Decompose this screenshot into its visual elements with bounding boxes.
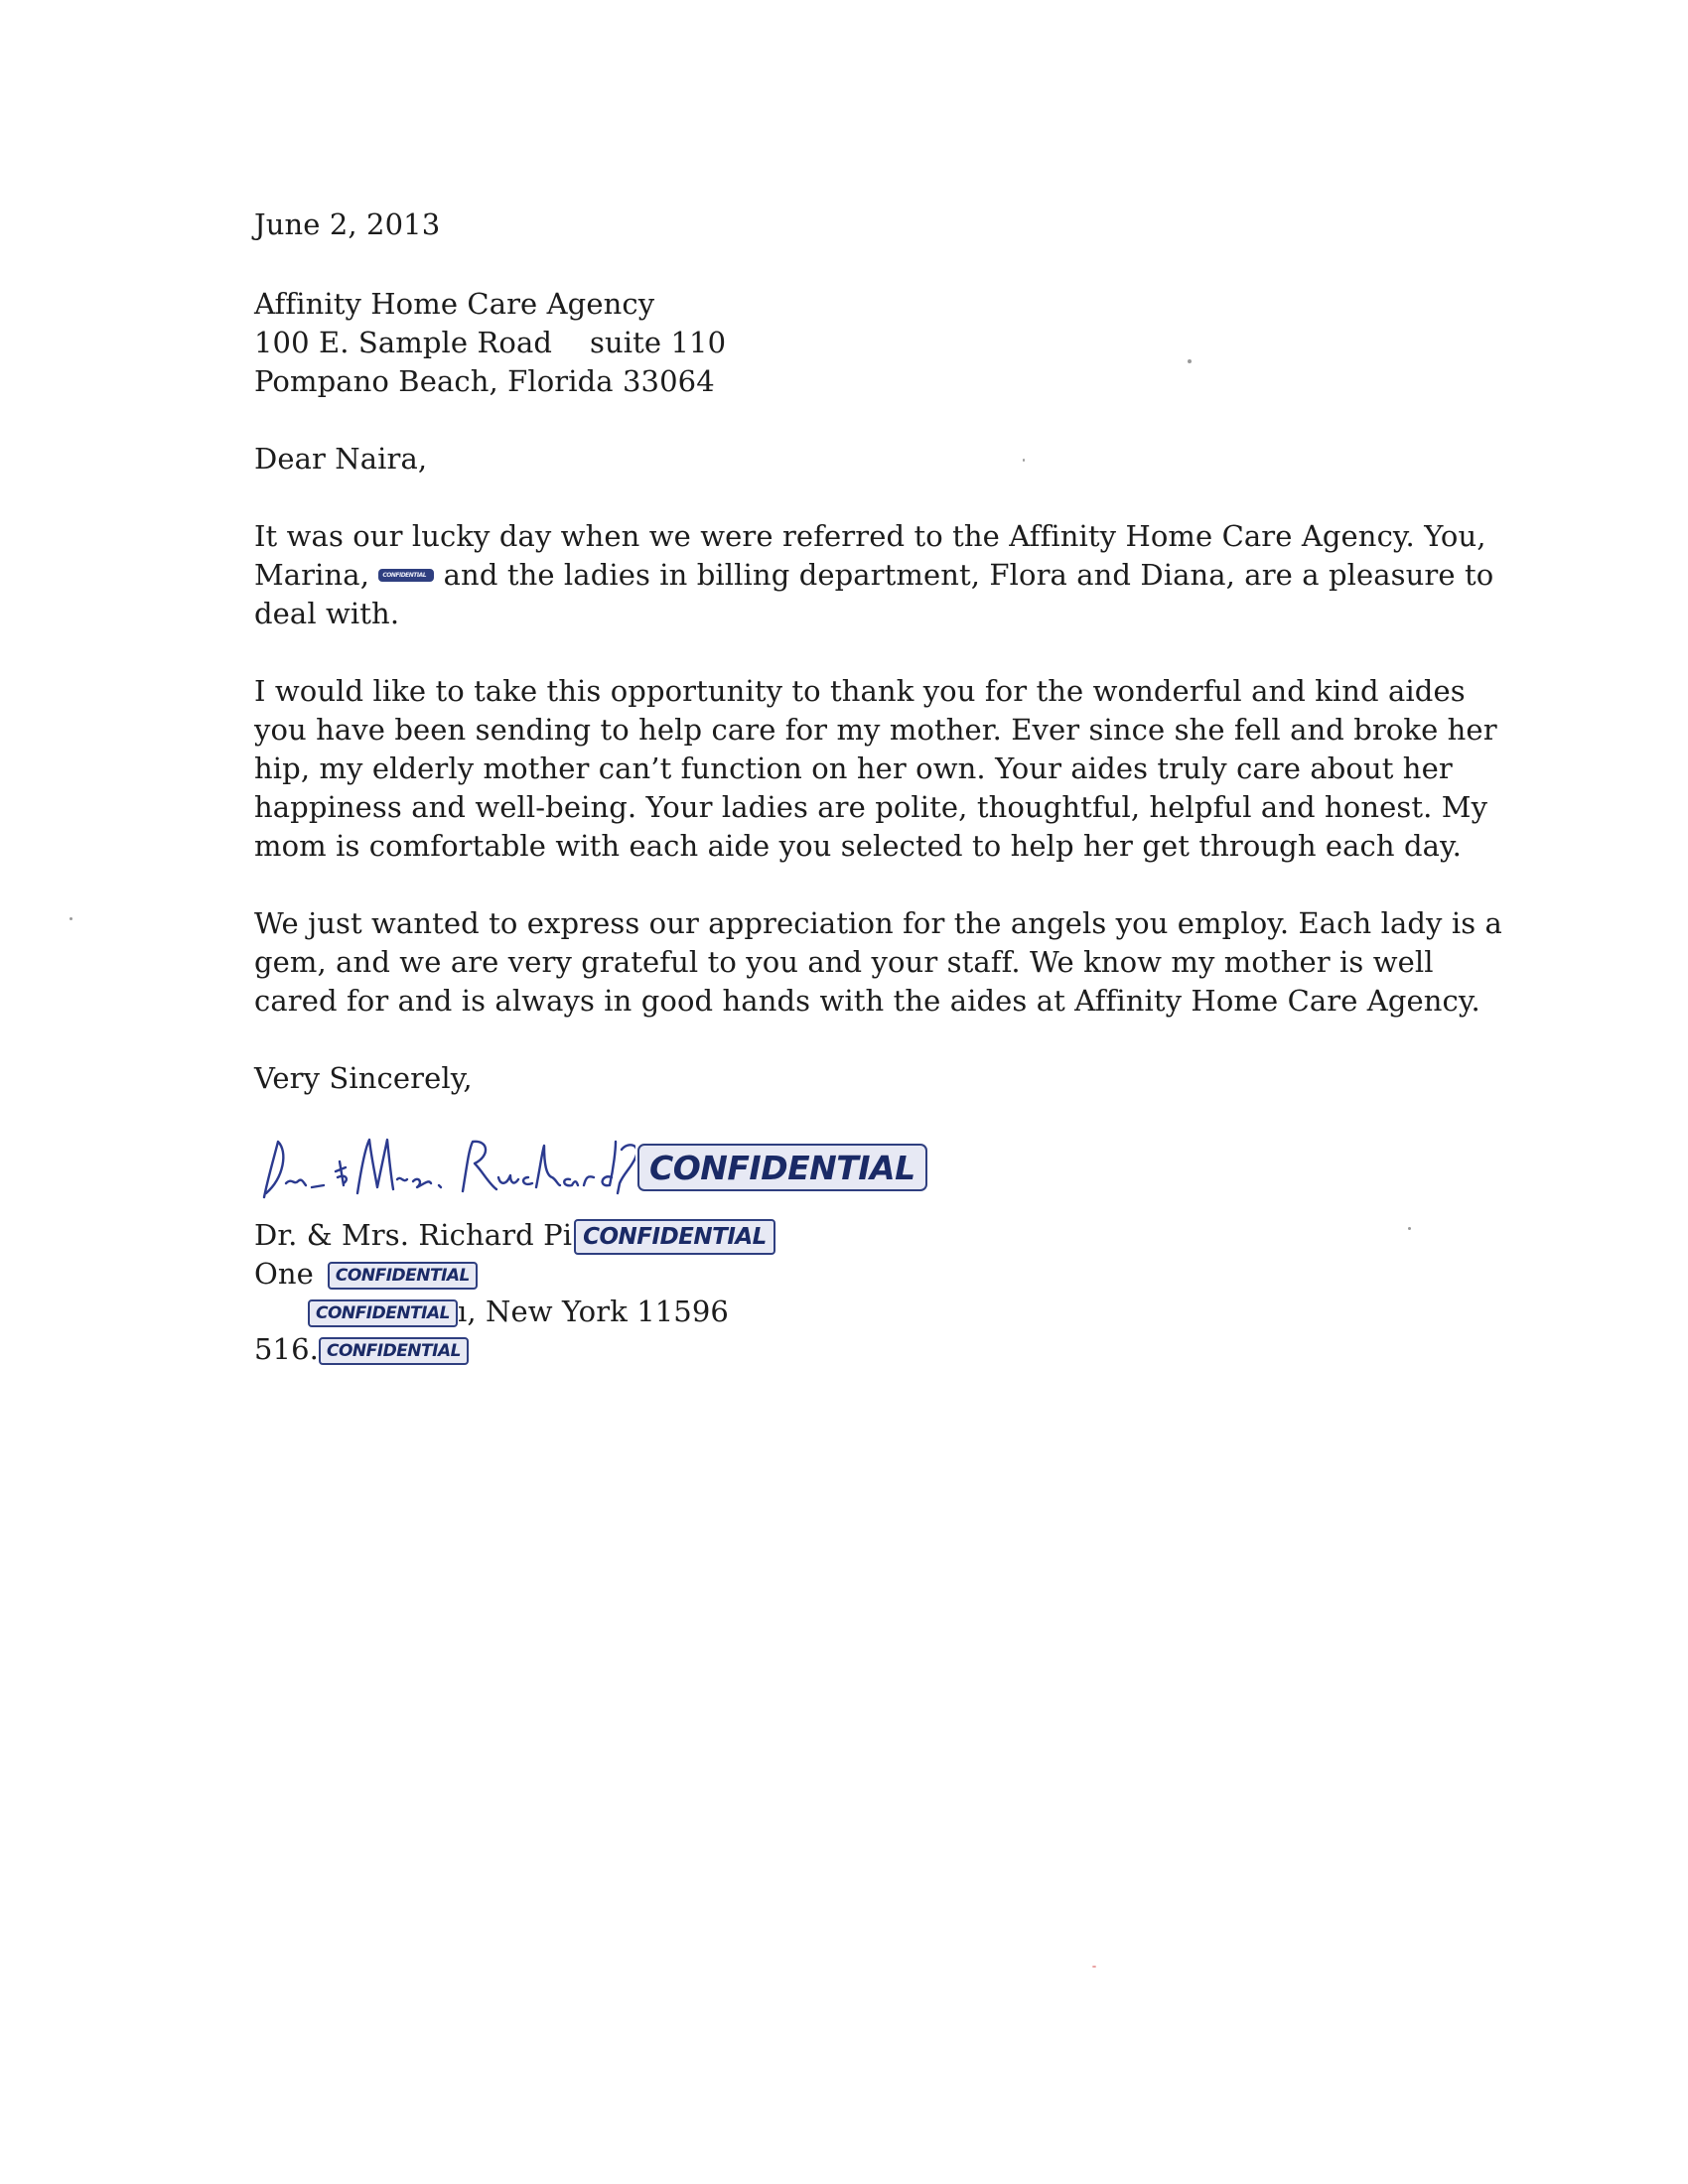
- signer-phone-line: 516. CONFIDENTIAL: [254, 1330, 469, 1369]
- paragraph-1-line-3: deal with.: [254, 597, 400, 630]
- scan-speck: [1408, 1227, 1411, 1230]
- signer-address-line-1: One CONFIDENTIAL: [254, 1255, 478, 1294]
- paragraph-3-line-2: gem, and we are very grateful to you and your staff. We know my mother is well: [254, 945, 1434, 979]
- paragraph-2: [254, 672, 1497, 866]
- redaction-stamp: CONFIDENTIAL: [574, 1219, 775, 1255]
- redaction-stamp: CONFIDENTIAL: [378, 569, 434, 582]
- scan-speck: [1188, 359, 1192, 363]
- paragraph-1-line-2: Marina, CONFIDENTIAL and the ladies in billing department, Flora and Diana, are a pleasure to: [254, 558, 1494, 592]
- redaction-stamp: CONFIDENTIAL: [308, 1299, 458, 1327]
- salutation: Dear Naira,: [254, 442, 428, 476]
- paragraph-2-line-1: I would like to take this opportunity to thank you for the wonderful and kind aides: [254, 674, 1466, 708]
- scan-speck: [70, 917, 72, 920]
- scan-speck: [1023, 459, 1025, 462]
- letter-date: June 2, 2013: [254, 207, 441, 241]
- signature-block: [254, 1128, 927, 1207]
- closing: Very Sincerely,: [254, 1061, 473, 1095]
- recipient-suite: suite 110: [590, 326, 727, 359]
- paragraph-2-line-2: you have been sending to help care for my mother. Ever since she fell and broke her: [254, 713, 1497, 747]
- paragraph-1-line-1: It was our lucky day when we were referred to the Affinity Home Care Agency. You,: [254, 519, 1486, 553]
- recipient-city: Pompano Beach, Florida 33064: [254, 364, 715, 398]
- scan-speck: [1092, 1966, 1096, 1968]
- paragraph-1: [254, 517, 1494, 633]
- paragraph-2-line-5: mom is comfortable with each aide you selected to help her get through each day.: [254, 829, 1463, 863]
- recipient-street-line: [254, 324, 726, 362]
- paragraph-3: [254, 904, 1502, 1021]
- handwritten-signature: [254, 1128, 635, 1207]
- paragraph-3-line-3: cared for and is always in good hands with the aides at Affinity Home Care Agency.: [254, 984, 1480, 1018]
- paragraph-2-line-4: happiness and well-being. Your ladies are polite, thoughtful, helpful and honest. My: [254, 790, 1488, 824]
- signer-name-line: [254, 1216, 775, 1255]
- signer-name: Dr. & Mrs. Richard Pi: [254, 1218, 573, 1252]
- redaction-stamp: CONFIDENTIAL: [637, 1144, 927, 1191]
- recipient-name: Affinity Home Care Agency: [254, 287, 655, 321]
- paragraph-3-line-1: We just wanted to express our appreciation for the angels you employ. Each lady is a: [254, 906, 1502, 940]
- redaction-stamp: CONFIDENTIAL: [328, 1262, 478, 1290]
- signer-address-line-2: CONFIDENTIAL ı, New York 11596: [308, 1293, 729, 1331]
- redaction-stamp: CONFIDENTIAL: [319, 1337, 469, 1365]
- recipient-street: 100 E. Sample Road: [254, 326, 552, 359]
- paragraph-2-line-3: hip, my elderly mother can’t function on her own. Your aides truly care about her: [254, 751, 1453, 785]
